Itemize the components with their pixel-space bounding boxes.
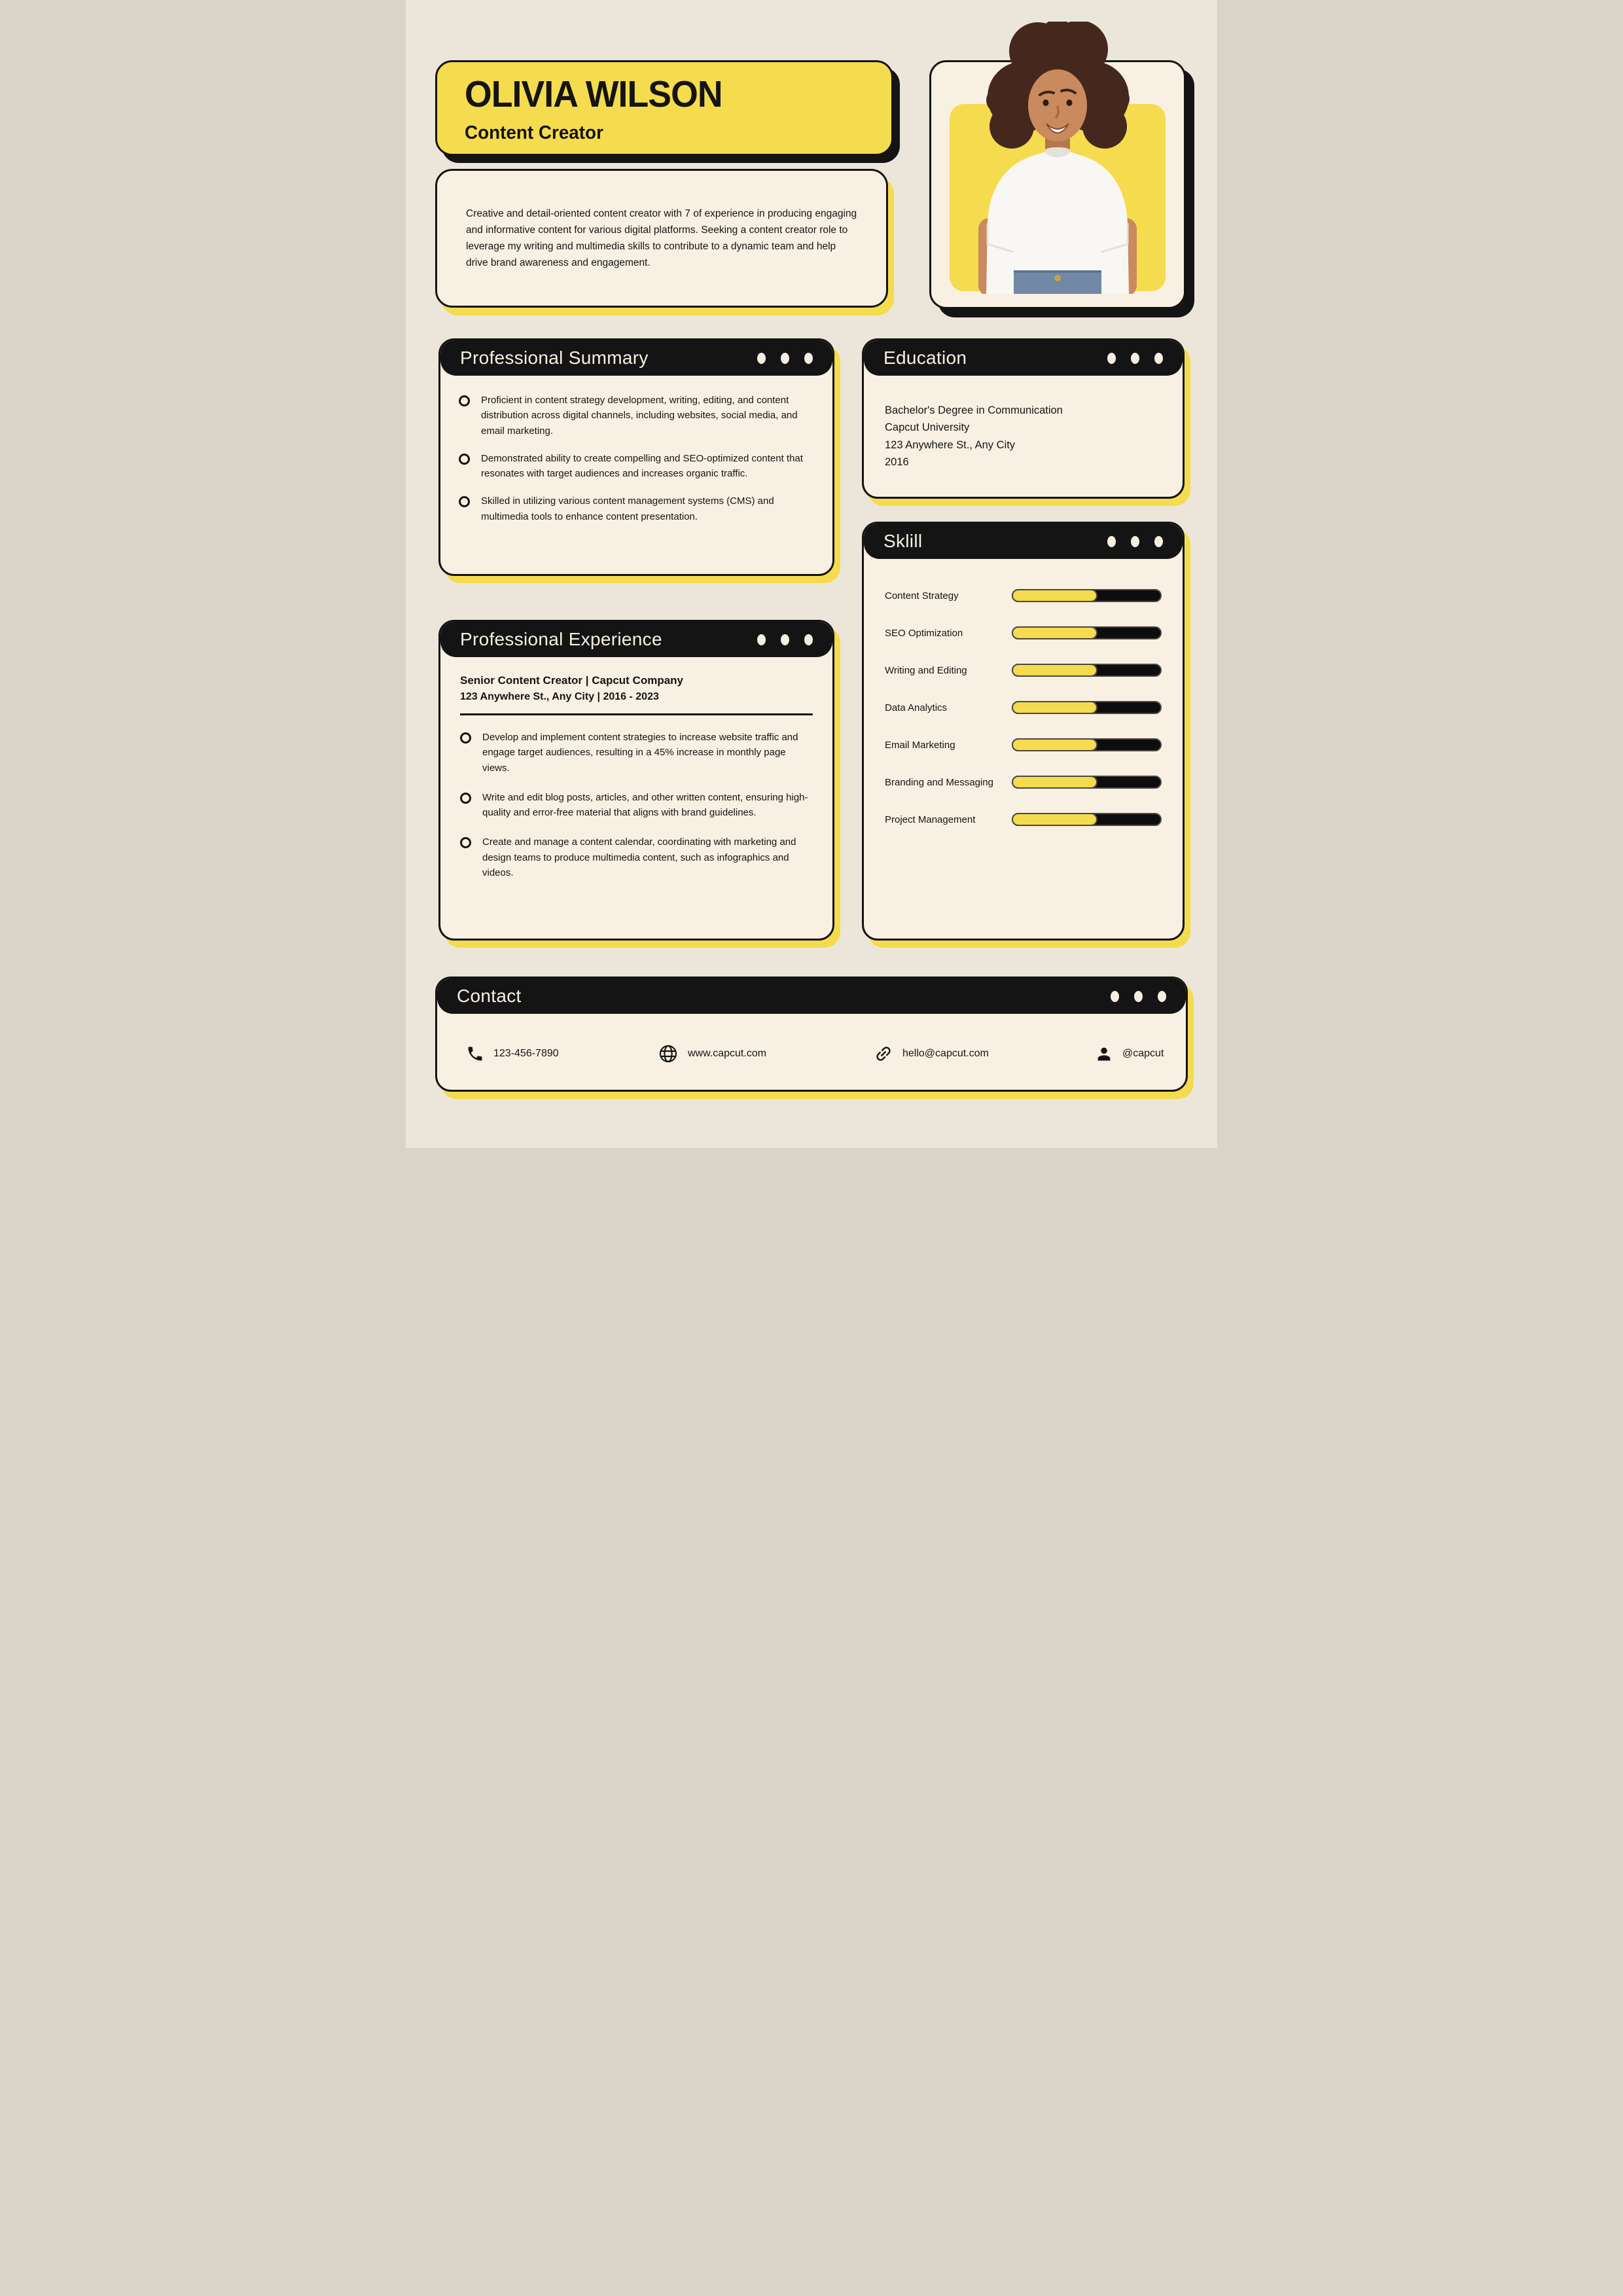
professional-experience-body (440, 657, 832, 880)
education-year: 2016 (885, 456, 909, 469)
skill-bar (1012, 626, 1162, 639)
contact-phone (466, 1045, 559, 1063)
education-section (862, 338, 1185, 499)
window-dots (1107, 536, 1163, 547)
window-dot (1134, 991, 1143, 1002)
contact-social-text: @capcut (1122, 1048, 1164, 1059)
experience-bullet-text: Create and manage a content calendar, coordinating with marketing and design teams to produce multimedia content, such as infographics and videos. (482, 836, 796, 878)
experience-bullet (460, 730, 813, 776)
contact-email (874, 1044, 989, 1064)
experience-role: Senior Content Creator | Capcut Company (460, 674, 684, 687)
skill-bar (1012, 589, 1162, 602)
skill-row (885, 589, 1162, 602)
bullet-circle-icon (460, 732, 471, 744)
summary-bullet (459, 451, 813, 482)
window-dots (1111, 991, 1166, 1002)
window-dot (1131, 353, 1139, 364)
intro-card (435, 169, 888, 308)
education-body (864, 376, 1183, 471)
window-dots (757, 353, 813, 364)
skill-label: Content Strategy (885, 590, 959, 601)
skills-section (862, 522, 1185, 941)
skill-bar (1012, 776, 1162, 789)
skill-label: Project Management (885, 814, 976, 825)
window-dot (1158, 991, 1166, 1002)
skill-bar (1012, 701, 1162, 714)
skill-bar (1012, 664, 1162, 677)
skill-bar-fill (1012, 664, 1097, 677)
window-dot (804, 353, 813, 364)
bullet-circle-icon (459, 454, 470, 465)
professional-experience-title: Professional Experience (460, 629, 662, 649)
skill-bar-fill (1012, 589, 1097, 602)
skill-bar-fill (1012, 701, 1097, 714)
experience-bullet-text: Write and edit blog posts, articles, and other written content, ensuring high-quality and error-free material that aligns with brand guidelines. (482, 791, 808, 818)
skills-body (864, 559, 1183, 826)
contact-title: Contact (457, 986, 522, 1006)
contact-email-text: hello@capcut.com (902, 1048, 989, 1059)
window-dot (781, 634, 789, 645)
person-name: OLIVIA WILSON (465, 73, 722, 115)
photo-card (929, 60, 1186, 309)
education-address: 123 Anywhere St., Any City (885, 439, 1016, 451)
contact-body (437, 1014, 1186, 1092)
skill-bar (1012, 738, 1162, 751)
window-dot (1107, 536, 1116, 547)
summary-bullet (459, 393, 813, 439)
contact-header (437, 978, 1186, 1014)
name-header-card (435, 60, 893, 156)
phone-icon (466, 1045, 484, 1063)
skill-row (885, 776, 1162, 789)
contact-section (435, 977, 1188, 1092)
contact-social (1095, 1045, 1164, 1063)
intro-text: Creative and detail-oriented content creator with 7 of experience in producing engaging and informative content for various digital platforms. Seeking a content creator role to leverage my writing and multimedia skills to contribute to a dynamic team and help drive brand awareness and engagement. (466, 207, 857, 269)
experience-bullet (460, 790, 813, 821)
skill-label: SEO Optimization (885, 627, 963, 639)
contact-website-text: www.capcut.com (688, 1048, 767, 1059)
professional-experience-header (440, 622, 832, 657)
resume-page (406, 0, 1217, 1148)
summary-bullet-text: Demonstrated ability to create compelling and SEO-optimized content that resonates with target audiences and increases organic traffic. (481, 452, 803, 479)
summary-bullet-text: Proficient in content strategy development, writing, editing, and content distribution across digital channels, including websites, social media, and email marketing. (481, 395, 798, 437)
contact-phone-text: 123-456-7890 (493, 1048, 559, 1059)
link-icon (874, 1044, 893, 1064)
skill-row (885, 701, 1162, 714)
window-dot (757, 634, 766, 645)
window-dot (1154, 353, 1163, 364)
bullet-circle-icon (459, 395, 470, 406)
skill-label: Data Analytics (885, 702, 948, 713)
experience-bullet-text: Develop and implement content strategies to increase website traffic and engage target audiences, resulting in a 45% increase in monthly page views. (482, 732, 798, 774)
window-dot (804, 634, 813, 645)
divider (460, 713, 813, 715)
experience-bullet (460, 834, 813, 880)
skill-row (885, 738, 1162, 751)
professional-summary-header (440, 340, 832, 376)
window-dot (1131, 536, 1139, 547)
window-dot (1111, 991, 1119, 1002)
portrait-illustration (950, 22, 1166, 294)
professional-summary-section (438, 338, 834, 576)
experience-bullets (460, 730, 813, 880)
experience-meta: 123 Anywhere St., Any City | 2016 - 2023 (460, 691, 659, 702)
skill-bar-fill (1012, 776, 1097, 789)
skill-bar-fill (1012, 626, 1097, 639)
skill-bar (1012, 813, 1162, 826)
window-dots (757, 634, 813, 645)
professional-experience-section (438, 620, 834, 941)
education-title: Education (883, 348, 967, 368)
window-dot (757, 353, 766, 364)
window-dot (1154, 536, 1163, 547)
bullet-circle-icon (460, 793, 471, 804)
profile-icon (1095, 1045, 1113, 1063)
portrait-photo (950, 22, 1166, 294)
skills-title: Sklill (883, 531, 923, 551)
bullet-circle-icon (459, 496, 470, 507)
contact-website (658, 1043, 766, 1064)
bullet-circle-icon (460, 837, 471, 848)
person-role: Content Creator (465, 122, 603, 143)
skill-row (885, 664, 1162, 677)
professional-summary-title: Professional Summary (460, 348, 649, 368)
education-degree: Bachelor's Degree in Communication (885, 404, 1063, 416)
globe-icon (658, 1043, 679, 1064)
skill-row (885, 813, 1162, 826)
skill-label: Writing and Editing (885, 664, 967, 676)
summary-bullet (459, 493, 813, 524)
skill-label: Email Marketing (885, 739, 955, 751)
education-school: Capcut University (885, 422, 970, 434)
skill-bar-fill (1012, 738, 1097, 751)
skill-bar-fill (1012, 813, 1097, 826)
skill-label: Branding and Messaging (885, 776, 993, 788)
summary-bullet-text: Skilled in utilizing various content management systems (CMS) and multimedia tools to enhance content presentation. (481, 495, 774, 522)
window-dot (1107, 353, 1116, 364)
window-dots (1107, 353, 1163, 364)
professional-summary-body (440, 376, 832, 524)
education-header (864, 340, 1183, 376)
skill-row (885, 626, 1162, 639)
skills-header (864, 524, 1183, 559)
window-dot (781, 353, 789, 364)
